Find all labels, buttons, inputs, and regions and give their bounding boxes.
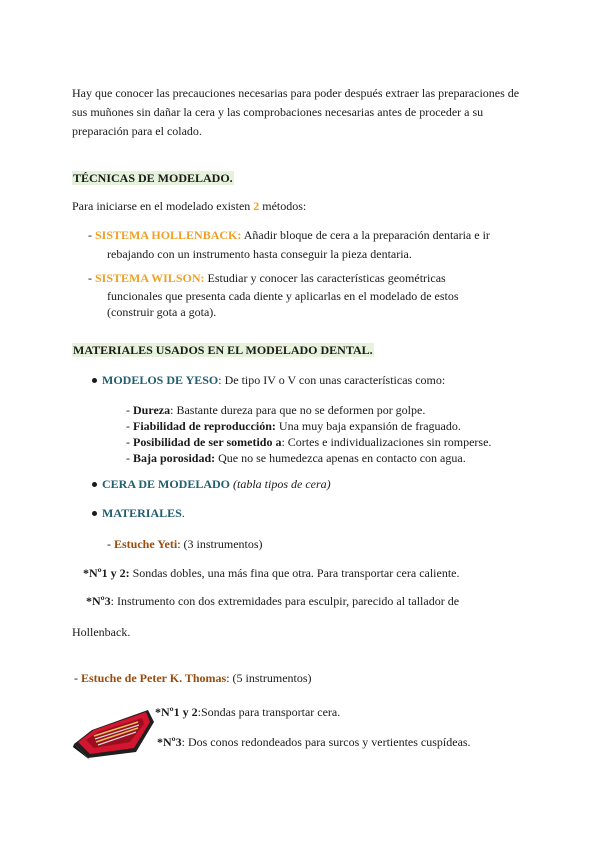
- yeti-text: : (3 instrumentos): [177, 537, 263, 551]
- bullet-dot: .: [181, 506, 185, 520]
- lead-number: 2: [253, 199, 260, 213]
- prop-term: Dureza: [133, 403, 171, 417]
- yeti-label: Estuche Yeti: [114, 537, 178, 551]
- section-heading-tecnicas: [72, 171, 234, 186]
- thomas-text: : (5 instrumentos): [226, 671, 312, 685]
- bullet-modelos: [92, 373, 445, 388]
- bullet-note: (tabla tipos de cera): [233, 477, 331, 491]
- n12-label: *Nº1 y 2:: [83, 566, 130, 580]
- prop-term: Baja porosidad:: [133, 451, 216, 465]
- bullet-cera: [92, 477, 331, 492]
- thomas-n3: [157, 735, 471, 750]
- prop-term: Fiabilidad de reproducción:: [133, 419, 276, 433]
- t12-text: :Sondas para transportar cera.: [197, 705, 341, 719]
- lead-after: métodos:: [259, 199, 307, 213]
- thomas-n12: [155, 705, 340, 720]
- heading-text: TÉCNICAS DE MODELADO.: [73, 171, 233, 185]
- bullet-icon: [92, 378, 97, 383]
- item-text-cont: rebajando con un instrumento hasta conseguir la pieza dentaria.: [107, 247, 412, 261]
- yeti-n3-cont: Hollenback.: [72, 625, 131, 639]
- prop-term: Posibilidad de ser sometido a: [133, 435, 282, 449]
- prop-text: Una muy baja expansión de fraguado.: [275, 419, 461, 433]
- prop-text: Que no se humedezca apenas en contacto con agua.: [215, 451, 466, 465]
- item-text: Estudiar y conocer las características geométricas: [204, 271, 446, 285]
- item-text-cont: (construir gota a gota).: [107, 305, 217, 319]
- item-text-cont: funcionales que presenta cada diente y aplicarlas en el modelado de estos: [107, 289, 459, 303]
- intro-line: preparación para el colado.: [72, 124, 202, 138]
- thomas-label: Estuche de Peter K. Thomas: [81, 671, 227, 685]
- list-item-wilson: [88, 269, 459, 320]
- bullet-label: CERA DE MODELADO: [102, 477, 231, 491]
- item-text: Añadir bloque de cera a la preparación dentaria e ir: [241, 228, 490, 242]
- dash: -: [88, 228, 92, 242]
- prop-item: - Dureza: Bastante dureza para que no se deformen por golpe.: [126, 403, 426, 417]
- item-name: SISTEMA HOLLENBACK:: [95, 228, 242, 242]
- intro-line: Hay que conocer las precauciones necesarias para poder después extraer las preparaciones de: [72, 86, 520, 100]
- item-name: SISTEMA WILSON:: [95, 271, 205, 285]
- n3-label: *Nº3: [86, 594, 111, 608]
- prop-item: - Fiabilidad de reproducción: Una muy baja expansión de fraguado.: [126, 419, 461, 433]
- t12-label: *Nº1 y 2: [155, 705, 198, 719]
- list-item-hollenback: [88, 226, 490, 264]
- lead-text: [72, 199, 306, 214]
- prop-text: : Bastante dureza para que no se deformen por golpe.: [170, 403, 426, 417]
- yeti-line: - Estuche Yeti: (3 instrumentos): [107, 537, 263, 551]
- t3-label: *Nº3: [157, 735, 182, 749]
- prop-text: : Cortes e individualizaciones sin romperse.: [281, 435, 492, 449]
- props-list: [126, 402, 491, 466]
- bullet-label: MODELOS DE YESO: [102, 373, 219, 387]
- bullet-icon: [92, 482, 97, 487]
- lead-before: Para iniciarse en el modelado existen: [72, 199, 254, 213]
- heading-text: MATERIALES USADOS EN EL MODELADO DENTAL.: [73, 343, 373, 357]
- prop-item: - Posibilidad de ser sometido a: Cortes e individualizaciones sin romperse.: [126, 435, 492, 449]
- yeti-n12: [83, 566, 460, 581]
- dash: -: [88, 271, 92, 285]
- section-heading-materiales: [72, 343, 374, 358]
- thomas-line: - Estuche de Peter K. Thomas: (5 instrumentos): [74, 671, 312, 685]
- intro-paragraph: [72, 84, 519, 141]
- bullet-label: MATERIALES: [102, 506, 182, 520]
- bullet-materiales: [92, 506, 185, 521]
- prop-item: - Baja porosidad: Que no se humedezca apenas en contacto con agua.: [126, 451, 466, 465]
- intro-line: sus muñones sin dañar la cera y las comprobaciones necesarias antes de proceder a su: [72, 105, 484, 119]
- t3-text: : Dos conos redondeados para surcos y vertientes cuspídeas.: [181, 735, 471, 749]
- bullet-text: : De tipo IV o V con unas características como:: [218, 373, 446, 387]
- yeti-n3: [86, 594, 459, 609]
- n12-text: Sondas dobles, una más fina que otra. Para transportar cera caliente.: [129, 566, 460, 580]
- bullet-icon: [92, 511, 97, 516]
- n3-text: : Instrumento con dos extremidades para esculpir, parecido al tallador de: [110, 594, 460, 608]
- instrument-case-icon: [72, 700, 156, 760]
